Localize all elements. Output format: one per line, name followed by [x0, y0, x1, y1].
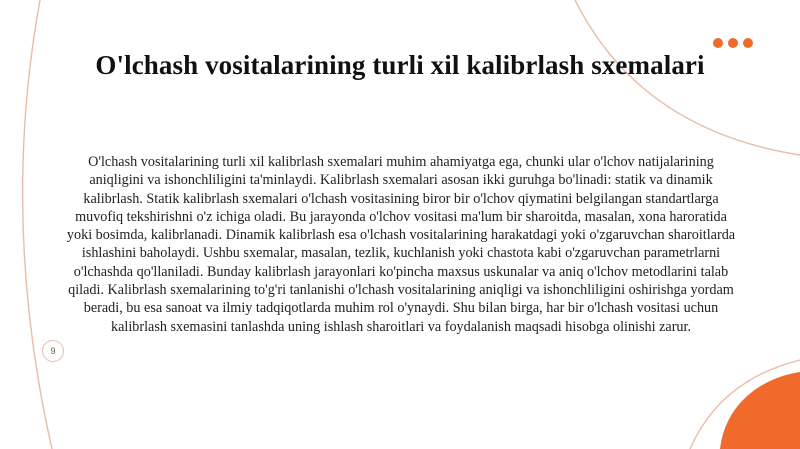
orange-corner-shape — [720, 372, 800, 449]
dot-icon — [743, 38, 753, 48]
slide-title: O'lchash vositalarining turli xil kalibrlash sxemalari — [95, 50, 705, 80]
dot-icon — [713, 38, 723, 48]
page-number-badge: 9 — [42, 340, 64, 362]
dot-icon — [728, 38, 738, 48]
dots-icon — [713, 38, 753, 48]
slide-body-text: O'lchash vositalarining turli xil kalibrlash sxemalari muhim ahamiyatga ega, chunki ular o'lchov natijalarining aniqligini va ishonchliligini ta'minlaydi. Kalibrlash sxemalari asosan ikki guruhga bo'linadi: statik va dinamik kalibrlash. Statik kalibrlash sxemalari o'lchash vositasining biror bir o'lchov qiymatini belgilangan standartlarga muvofiq tekshirishni o'z ichiga oladi. Bu jarayonda o'lchov vositasi ma'lum bir sharoitda, masalan, xona haroratida yoki bosimda, kalibrlanadi. Dinamik kalibrlash esa o'lchash vositalarining harakatdagi yoki o'zgaruvchan sharoitlarda ishlashini baholaydi. Ushbu sxemalar, masalan, tezlik, kuchlanish yoki chastota kabi o'zgaruvchan parametrlarni o'lchashda qo'llaniladi. Bunday kalibrlash jarayonlari ko'pincha maxsus uskunalar va aniq o'lchov metodlarini talab qiladi. Kalibrlash sxemalarining to'g'ri tanlanishi o'lchash vositalarining aniqligi va ishonchliligini oshirishga yordam beradi, bu esa sanoat va ilmiy tadqiqotlarda muhim rol o'ynaydi. Shu bilan birga, har bir o'lchash vositasi uchun kalibrlash sxemasini tanlashda uning ishlash sharoitlari va foydalanish maqsadi hisobga olinishi zarur. — [66, 154, 736, 335]
